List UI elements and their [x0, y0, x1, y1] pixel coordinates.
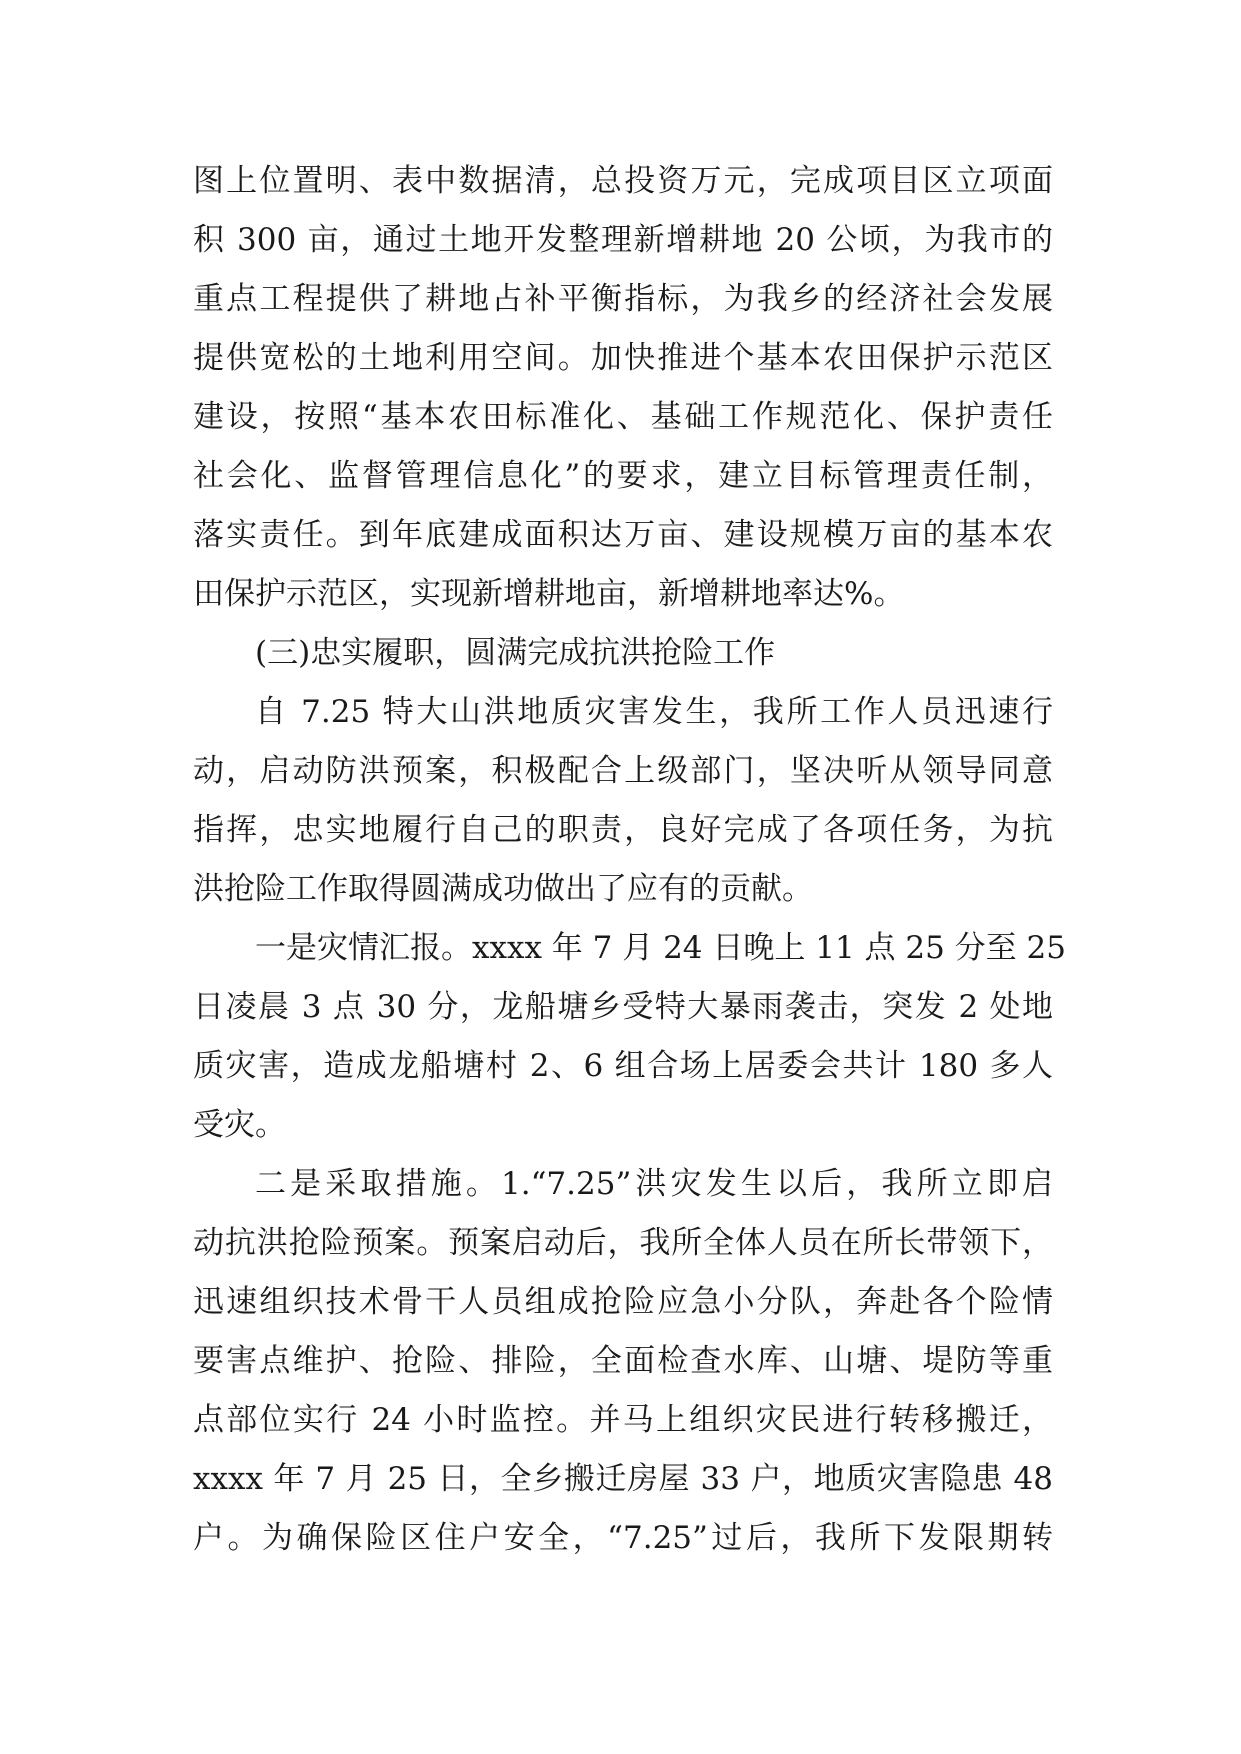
text-line: 指挥，忠实地履行自己的职责，良好完成了各项任务，为抗 [193, 812, 1053, 848]
text-line: 重点工程提供了耕地占补平衡指标，为我乡的经济社会发展 [193, 281, 1053, 317]
document-page [193, 152, 1066, 1568]
text-line: 要害点维护、抢险、排险，全面检查水库、山塘、堤防等重 [193, 1343, 1053, 1379]
paragraph [193, 1155, 1053, 1568]
text-line: 日凌晨 3 点 30 分，龙船塘乡受特大暴雨袭击，突发 2 处地 [193, 989, 1053, 1025]
text-line: 户。为确保险区住户安全，“7.25”过后，我所下发限期转 [193, 1520, 1053, 1556]
text-line: 积 300 亩，通过土地开发整理新增耕地 20 公顷，为我市的 [193, 222, 1053, 258]
section-heading [193, 624, 1053, 683]
heading-line: (三)忠实履职，圆满完成抗洪抢险工作 [255, 635, 776, 671]
text-line: 社会化、监督管理信息化”的要求，建立目标管理责任制， [193, 458, 1053, 494]
paragraph [193, 919, 1066, 1155]
text-line: 二是采取措施。1.“7.25”洪灾发生以后，我所立即启 [255, 1166, 1053, 1202]
text-line: 动，启动防洪预案，积极配合上级部门，坚决听从领导同意 [193, 753, 1053, 789]
text-line: 动抗洪抢险预案。预案启动后，我所全体人员在所长带领下， [193, 1225, 1053, 1261]
text-line: 田保护示范区，实现新增耕地亩，新增耕地率达%。 [193, 576, 905, 612]
text-line: 点部位实行 24 小时监控。并马上组织灾民进行转移搬迁， [193, 1402, 1053, 1438]
paragraph [193, 683, 1053, 919]
text-line: 洪抢险工作取得圆满成功做出了应有的贡献。 [193, 871, 813, 907]
text-line: 迅速组织技术骨干人员组成抢险应急小分队，奔赴各个险情 [193, 1284, 1053, 1320]
text-line: 一是灾情汇报。xxxx 年 7 月 24 日晚上 11 点 25 分至 25 [255, 930, 1066, 966]
text-line: 图上位置明、表中数据清，总投资万元，完成项目区立项面 [193, 163, 1053, 199]
text-line: 落实责任。到年底建成面积达万亩、建设规模万亩的基本农 [193, 517, 1053, 553]
text-line: 受灾。 [193, 1107, 286, 1143]
paragraph [193, 152, 1053, 624]
text-line: 质灾害，造成龙船塘村 2、6 组合场上居委会共计 180 多人 [193, 1048, 1053, 1084]
text-line: 自 7.25 特大山洪地质灾害发生，我所工作人员迅速行 [255, 694, 1053, 730]
text-line: 提供宽松的土地利用空间。加快推进个基本农田保护示范区 [193, 340, 1053, 376]
text-line: 建设，按照“基本农田标准化、基础工作规范化、保护责任 [193, 399, 1053, 435]
text-line: xxxx 年 7 月 25 日，全乡搬迁房屋 33 户，地质灾害隐患 48 [193, 1461, 1053, 1497]
